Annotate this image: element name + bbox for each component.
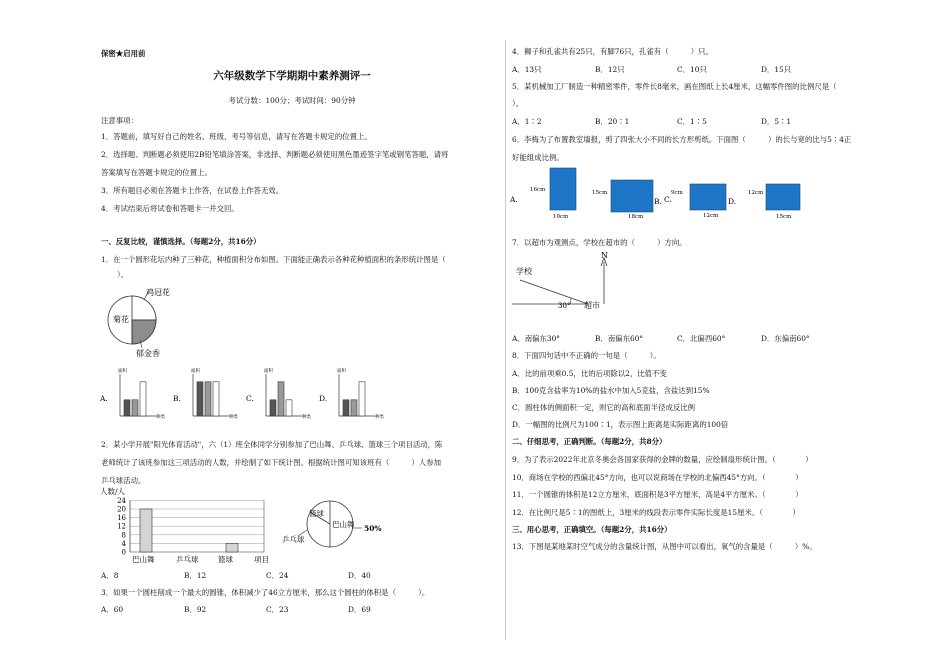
pie-label-ping-pong: 乒乓球 <box>282 535 305 544</box>
note-line: 2．选择题、判断题必须使用2B铅笔填涂答案，非选择、判断题必须使用黑色墨迹签字笔或钢笔答题，请将 <box>101 150 449 159</box>
question-4-text: 4．狮子和孔雀共有25只，有脚76只，孔雀有（ ）只。 <box>512 47 713 56</box>
option-letter: B. <box>173 394 181 403</box>
option-c[interactable]: C．圆柱体的侧面积一定，则它的高和底面半径成反比例 <box>512 403 696 412</box>
option-b[interactable]: B．92 <box>184 605 207 614</box>
option-b[interactable]: B．南偏东60° <box>595 334 644 343</box>
exam-info: 考试分数：100分；考试时间：90分钟 <box>228 96 356 105</box>
option-letter-b: B. <box>654 197 662 206</box>
option-bar <box>124 400 130 416</box>
school-line <box>520 280 588 304</box>
x-tick-label: 巴山舞 <box>132 555 155 564</box>
y-axis-title: 人数/人 <box>100 487 126 496</box>
option-bar <box>286 400 292 416</box>
pie-label-bashan-dance: 巴山舞 <box>332 520 355 529</box>
option-b[interactable]: B．12 <box>184 571 207 580</box>
question-2-text: 乒乓球活动。 <box>101 476 146 485</box>
question-5-text: 5．某机械加工厂制造一种精密零件，零件长8毫米，画在图纸上长4厘米，这幅零件图的比例尺是（ <box>512 82 837 91</box>
rect-d-width: 15cm <box>776 214 792 220</box>
rect-b-width: 18cm <box>628 214 644 220</box>
y-axis-label: 面积 <box>337 369 346 374</box>
option-bar <box>213 382 219 416</box>
q2-pie-chart <box>282 496 392 556</box>
option-letter-c: C. <box>664 195 672 204</box>
question-2-text: 老师统计了该班参加这三项活动的人数，并绘制了如下统计图。根据统计图可知该班有（ ）人参加 <box>101 458 441 467</box>
option-bar <box>197 382 203 416</box>
school-label: 学校 <box>516 267 532 276</box>
market-label: 超市 <box>584 301 600 310</box>
q2-bar-chart <box>100 488 280 564</box>
option-b[interactable]: B．20∶1 <box>595 117 630 126</box>
pie-percent-label: 50% <box>364 524 382 533</box>
q1-pie-chart <box>100 286 190 362</box>
question-9-text: 9．为了表示2022年北京冬奥会各国家获得的金牌的数量，应绘制扇形统计图。（ ） <box>512 455 813 464</box>
q7-direction-figure <box>512 252 632 314</box>
rect-d-height: 12cm <box>748 190 764 196</box>
rect-a <box>550 168 576 210</box>
pie-label-tulip: 郁金香 <box>136 349 160 358</box>
option-d[interactable]: D．东偏南60° <box>761 334 810 343</box>
x-axis-title: 项目 <box>254 555 269 564</box>
notes-heading: 注意事项： <box>101 116 138 125</box>
note-line: 4．考试结束后将试卷和答题卡一并交回。 <box>101 204 239 213</box>
question-6-text: 6．李梅为了布置教室墙报，剪了四张大小不同的长方形剪纸。下面图（ ）的长与宽的比与5∶4正 <box>512 135 852 144</box>
rect-c-height: 9cm <box>671 190 683 196</box>
pie-label-chrysanthemum: 菊花 <box>113 315 129 324</box>
confidential-label: 保密★启用前 <box>101 49 146 58</box>
y-tick-label: 4 <box>121 539 126 548</box>
option-b[interactable]: B．100克含盐率为10%的盐水中加入5克盐，含盐达到15% <box>512 386 710 395</box>
option-a[interactable]: A．13只 <box>512 65 542 74</box>
rect-b-height: 15cm <box>592 190 608 196</box>
data-bar <box>226 543 238 552</box>
y-tick-label: 24 <box>117 496 126 505</box>
q6-rectangles-figure <box>510 166 830 222</box>
option-bar <box>351 400 357 416</box>
angle-label: 30° <box>558 302 571 310</box>
rect-c-width: 12cm <box>703 213 719 219</box>
x-axis-label: 种类 <box>156 415 165 420</box>
option-bar <box>132 400 138 416</box>
option-letter: C. <box>246 394 254 403</box>
option-d[interactable]: D．5∶1 <box>761 117 792 126</box>
option-a[interactable]: A．60 <box>101 605 124 614</box>
note-line: 3．所有题目必须在答题卡上作答，在试卷上作答无效。 <box>101 186 284 195</box>
x-axis-label: 种类 <box>375 415 384 420</box>
note-line: 答案填写在答题卡规定的位置上。 <box>101 168 212 177</box>
y-axis-label: 面积 <box>264 369 273 374</box>
section-3-heading: 三、用心思考，正确填空。（每题2分，共16分） <box>512 525 672 534</box>
option-a[interactable]: A．8 <box>101 571 119 580</box>
x-axis-label: 种类 <box>302 415 311 420</box>
option-d[interactable]: D．一幅图的比例尺为100∶1，表示图上距离是实际距离的100倍 <box>512 420 729 429</box>
q1-option-charts <box>100 366 384 422</box>
y-tick-label: 20 <box>117 505 126 514</box>
option-bar <box>140 382 146 416</box>
pie-slice-tulip <box>132 320 156 344</box>
rect-a-height: 16cm <box>530 187 546 193</box>
option-letter-a: A. <box>510 195 518 204</box>
option-letter-d: D. <box>728 197 737 206</box>
data-bar <box>140 509 152 552</box>
rect-c <box>690 184 726 210</box>
question-7-text: 7．以超市为观测点，学校在超市的（ ）方向。 <box>512 238 687 247</box>
option-bar <box>359 382 365 416</box>
pie-label-basketball: 篮球 <box>309 509 324 518</box>
option-b[interactable]: B．12只 <box>595 65 625 74</box>
y-tick-label: 12 <box>117 522 126 531</box>
x-tick-label: 篮球 <box>218 555 233 564</box>
y-axis-label: 面积 <box>191 369 200 374</box>
page-title: 六年级数学下学期期中素养测评一 <box>213 70 371 82</box>
y-axis-label: 面积 <box>118 369 127 374</box>
question-11-text: 11．一个圆锥的体积是12立方厘米，底面积是3平方厘米，高是4平方厘米。（ ） <box>512 490 803 499</box>
question-12-text: 12．在比例尺是5∶1的图纸上，3厘米的线段表示零件实际长度是15厘米。（ ） <box>512 508 800 517</box>
pie-label-chicken-crest: 鸡冠花 <box>146 288 170 297</box>
rect-d <box>766 184 800 210</box>
question-1-text: ）。 <box>117 270 129 279</box>
rect-a-width: 10cm <box>553 214 569 220</box>
question-8-text: 8．下面四句话中不正确的一句是（ ）。 <box>512 351 661 360</box>
option-a[interactable]: A．1∶2 <box>512 117 542 126</box>
option-bar <box>270 400 276 416</box>
question-6-text: 好能组成比例。 <box>512 153 564 162</box>
option-c[interactable]: C．23 <box>266 605 289 614</box>
x-axis-label: 种类 <box>229 415 238 420</box>
option-letter: A. <box>100 394 108 403</box>
option-d[interactable]: D．69 <box>348 605 371 614</box>
question-2-text: 2．某小学开展"阳光体育活动"，六（1）班全体同学分别参加了巴山舞、乒乓球、篮球三个项目活动，陈 <box>101 440 443 449</box>
option-bar <box>343 400 349 416</box>
option-bar <box>205 382 211 416</box>
question-3-text: 3．如果一个圆柱削成一个最大的圆锥，体积减少了46立方厘米，那么这个圆柱的体积是（ ）。 <box>101 588 430 597</box>
option-a[interactable]: A．比的前项乘0.5，比的后项除以2，比值不变 <box>512 369 667 378</box>
question-13-text: 13．下图是某地某时空气成分的含量统计图，从图中可以看出，氧气的含量是（ ）%。 <box>512 542 817 551</box>
x-tick-label: 乒乓球 <box>176 555 199 564</box>
rect-b <box>611 180 653 212</box>
section-2-heading: 二、仔细思考，正确判断。（每题2分，共8分） <box>512 437 667 446</box>
option-c[interactable]: C．1∶5 <box>677 117 707 126</box>
y-tick-label: 16 <box>117 514 126 523</box>
y-tick-label: 8 <box>121 531 126 540</box>
section-1-heading: 一、反复比较，谨慎选择。（每题2分，共16分） <box>101 237 261 246</box>
option-letter: D. <box>319 394 328 403</box>
option-d[interactable]: D．40 <box>348 571 371 580</box>
column-divider <box>505 40 506 640</box>
option-c[interactable]: C．24 <box>266 571 289 580</box>
question-5-text: ）。 <box>512 99 524 108</box>
y-tick-label: 0 <box>121 548 126 557</box>
note-line: 1．答题前，填写好自己的姓名、班级、考号等信息，请写在答题卡规定的位置上。 <box>101 132 372 141</box>
option-a[interactable]: A．南偏东30° <box>512 334 560 343</box>
question-10-text: 10．商场在学校的西偏北45°方向，也可以说商场在学校的北偏西45°方向。（ ） <box>512 473 803 482</box>
option-c[interactable]: C．北偏西60° <box>677 334 726 343</box>
question-1-text: 1．在一个圆形花坛内种了三种花，种植面积分布如图。下面能正确表示各种花种植面积的条形统计图是（ <box>101 255 446 264</box>
option-d[interactable]: D．15只 <box>761 65 792 74</box>
option-bar <box>278 382 284 416</box>
option-c[interactable]: C．10只 <box>677 65 707 74</box>
north-label: N <box>601 251 608 260</box>
